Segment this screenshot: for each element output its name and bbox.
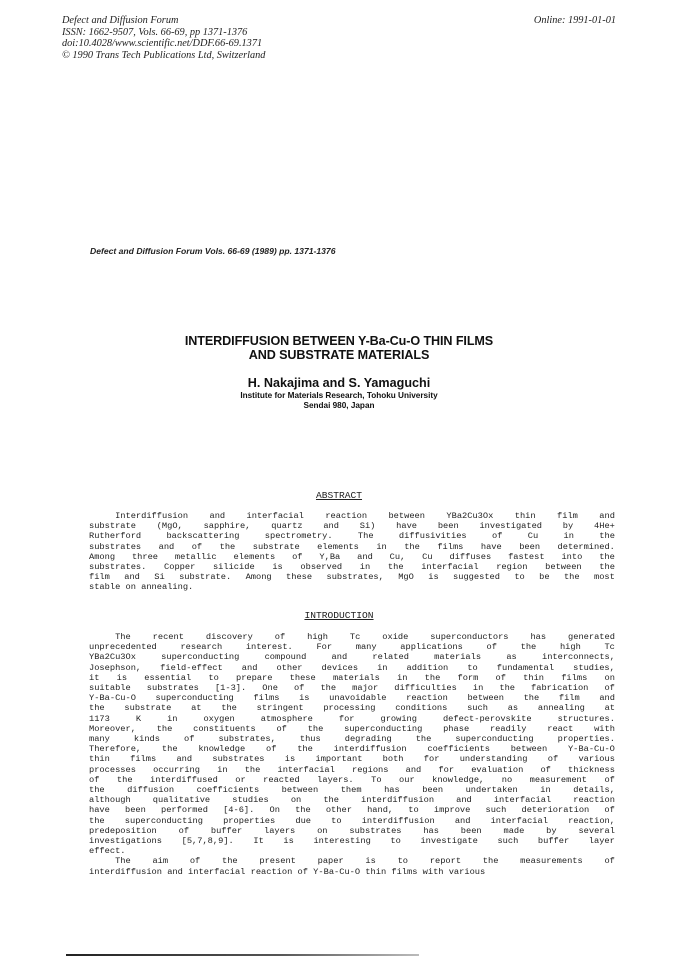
title-block [0,334,678,411]
text-line: YBa2Cu3Ox superconducting compound and related materials as interconnects, [89,652,615,663]
text-line: many kinds of substrates, thus degrading the superconducting properties. [89,734,615,745]
abstract-body [89,511,615,593]
text-line: of the interdiffused or reacted layers. To our knowledge, no measurement of [89,774,615,785]
text-line: Rutherford backscattering spectrometry. The diffusivities of Cu in the [89,531,615,542]
text-line: substrates. Copper silicide is observed in the interfacial region between the [89,562,615,573]
paper-title-line-2: AND SUBSTRATE MATERIALS [248,348,430,362]
text-line: 1173 K in oxygen atmosphere for growing defect-perovskite structures. [89,713,615,724]
text-line: Moreover, the constituents of the superconducting phase readily react with [89,723,615,734]
text-line: Interdiffusion and interfacial reaction between YBa2Cu3Ox thin film and [89,511,615,521]
text-line: Y-Ba-Cu-O superconducting films is unavoidable reaction between the film and [89,693,615,704]
text-line: Among three metallic elements of Y,Ba and Cu, Cu diffuses fastest into the [89,551,615,562]
text-line: suitable substrates [1-3]. One of the major difficulties in the fabrication of [89,683,615,694]
abstract-heading [0,490,678,501]
text-line: effect. [89,846,126,857]
text-line: substrates and of the substrate elements in the films have been determined. [89,541,615,552]
publication-info [62,15,265,61]
authors: H. Nakajima and S. Yamaguchi [247,376,431,390]
abstract-heading-text: ABSTRACT [315,490,363,501]
copyright-line: © 1990 Trans Tech Publications Ltd, Switzerland [62,49,266,61]
text-line: Therefore, the knowledge of the interdiffusion coefficients between Y-Ba-Cu-O [89,744,615,755]
text-line: processes occurring in the interfacial regions and for evaluation of thickness [89,764,615,775]
text-line: The recent discovery of high Tc oxide superconductors has generated [89,632,615,642]
text-line: have been performed [4-6]. On the other hand, to improve such deterioration of [89,805,615,816]
text-line: thin films and substrates is important both for understanding of various [89,754,615,765]
affiliation-line-2: Sendai 980, Japan [303,401,375,410]
text-line: the diffusion coefficients between them has been undertaken in details, [89,785,615,796]
text-line: interdiffusion and interfacial reaction of Y-Ba-Cu-O thin films with various [89,866,486,877]
issn-line: ISSN: 1662-9507, Vols. 66-69, pp 1371-1376 [62,26,248,38]
text-line: film and Si substrate. Among these substrates, MgO is suggested to be the most [89,572,615,583]
text-line: stable on annealing. [89,582,194,593]
text-line: it is essential to prepare these materials in the form of thin films on [89,672,615,683]
affiliation-line-1: Institute for Materials Research, Tohoku University [240,391,438,400]
introduction-heading [0,610,678,621]
text-line: investigations [5,7,8,9]. It is interesting to investigate such buffer layer [89,836,615,847]
text-line: predeposition of buffer layers on substrates has been made by several [89,825,615,836]
text-line: Josephson, field-effect and other devices in addition to fundamental studies, [89,662,615,673]
footer-rule [66,954,419,956]
doi-line[interactable]: doi:10.4028/www.scientific.net/DDF.66-69.1371 [62,38,263,50]
text-line: the substrate at the stringent processing conditions such as annealing at [89,703,615,714]
text-line: The aim of the present paper is to report the measurements of [89,856,615,867]
introduction-heading-text: INTRODUCTION [304,610,374,621]
text-line: although qualitative studies on the interdiffusion and interfacial reaction [89,795,615,806]
text-line: unprecedented research interest. For many applications of the high Tc [89,642,615,653]
journal-reference: Defect and Diffusion Forum Vols. 66-69 (1989) pp. 1371-1376 [90,246,336,256]
online-date: Online: 1991-01-01 [533,15,616,26]
text-line: substrate (MgO, sapphire, quartz and Si) have been investigated by 4He+ [89,521,615,532]
journal-name: Defect and Diffusion Forum [62,15,179,26]
introduction-body [89,632,615,877]
text-line: the superconducting properties due to interdiffusion and interfacial reaction, [89,815,615,826]
paper-title-line-1: INTERDIFFUSION BETWEEN Y-Ba-Cu-O THIN FILMS [184,334,494,348]
